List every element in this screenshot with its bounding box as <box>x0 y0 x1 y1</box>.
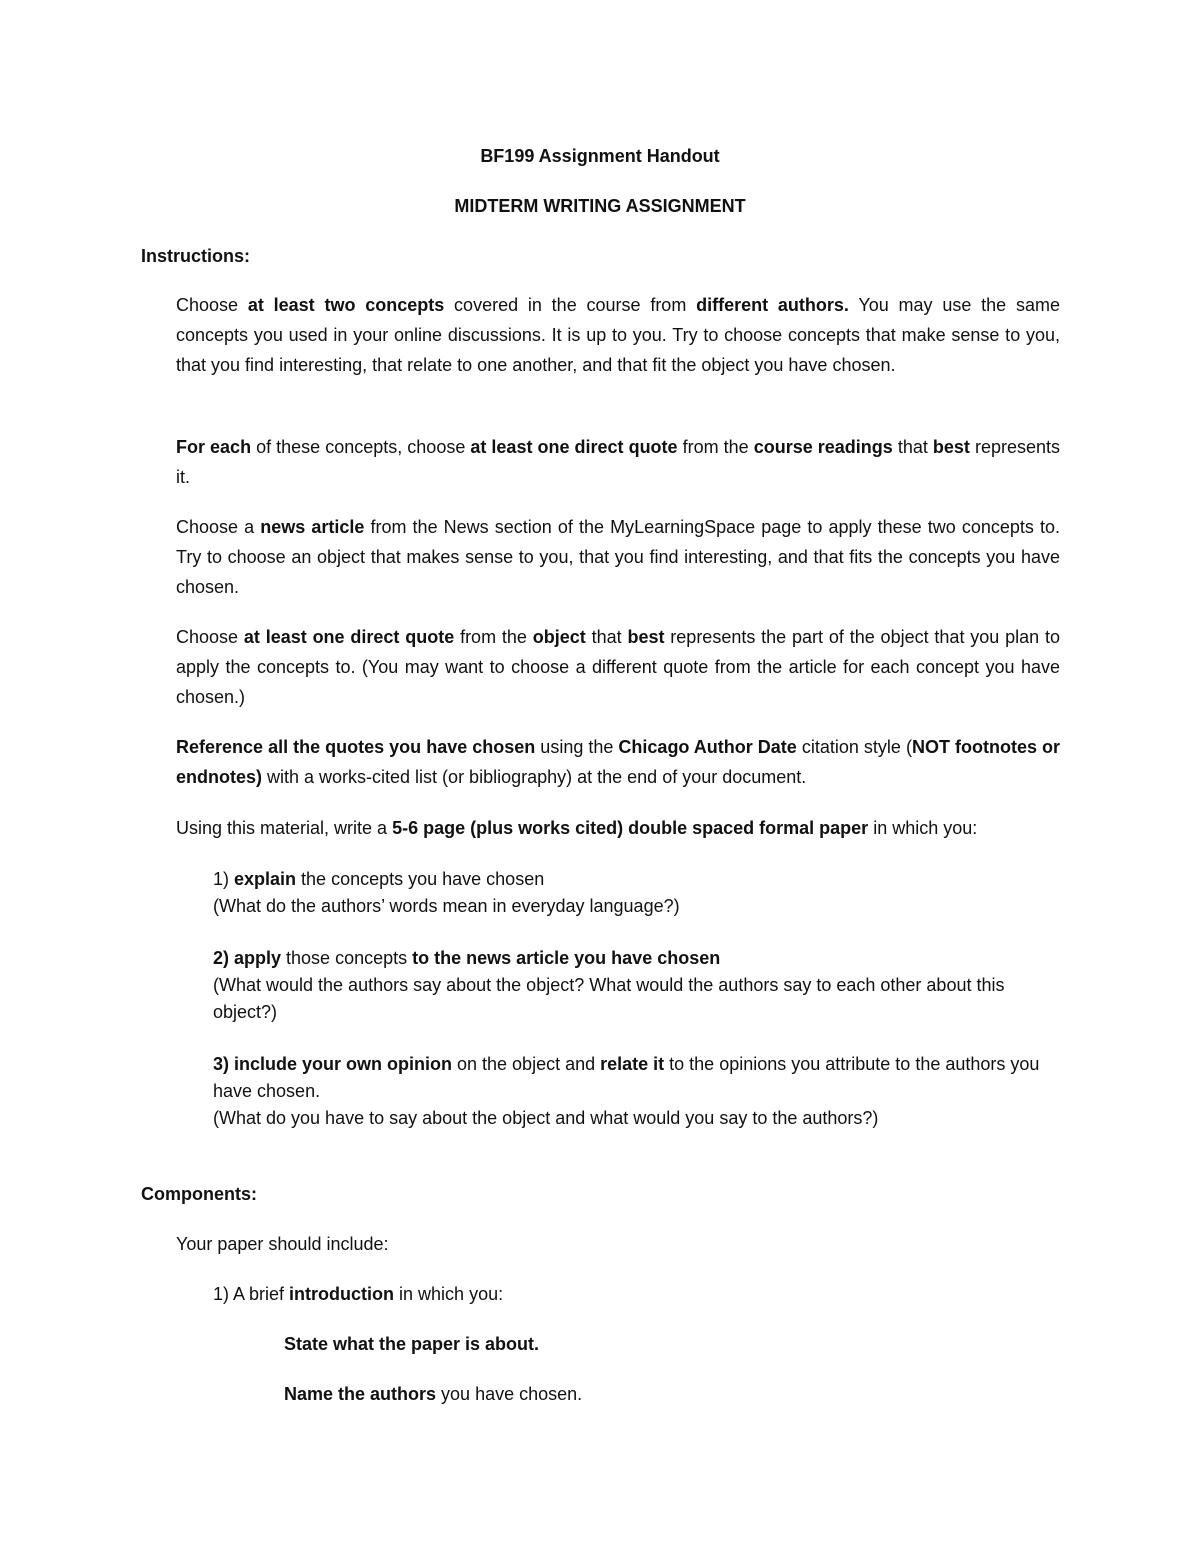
text-run: in which you: <box>394 1284 504 1304</box>
sub-item-name-authors <box>284 1379 1064 1409</box>
bold-text-run: NOT footnotes or endnotes) <box>176 737 1060 787</box>
text-run: using the <box>535 737 619 757</box>
text-run: (What do the authors’ words mean in everyday language?) <box>213 896 680 916</box>
components-heading: Components: <box>141 1184 257 1204</box>
bold-text-run: Chicago Author Date <box>618 737 797 757</box>
text-run: You may use the same concepts you used in your online discussions. It is up to you. Try to choose concepts that make sense to you, that you find interesting, that relate to one another, and that fit the object you have chosen. <box>176 295 1060 375</box>
text-run: Using this material, write a <box>176 818 393 838</box>
text-run: Choose <box>176 295 248 315</box>
text-run: to the opinions you attribute to the authors you have chosen. <box>213 1054 1040 1101</box>
components-intro: Your paper should include: <box>176 1234 389 1254</box>
paragraph-concepts <box>176 290 1060 380</box>
list-item-opinion <box>213 1051 1063 1132</box>
bold-text-run: to the news article you have chosen <box>412 948 721 968</box>
text-run: of these concepts, choose <box>251 437 471 457</box>
paragraph-write-paper <box>176 813 1076 843</box>
bold-text-run: Name the authors <box>284 1384 437 1404</box>
paragraph-news-article <box>176 512 1060 602</box>
text-run: represents the part of the object that you plan to apply the concepts to. (You may want to choose a different quote from the article for each concept you have chosen.) <box>176 627 1060 707</box>
bold-text-run: For each <box>176 437 252 457</box>
bold-text-run: at least two concepts <box>247 295 445 315</box>
assignment-title: MIDTERM WRITING ASSIGNMENT <box>454 196 746 216</box>
text-run: (What do you have to say about the object and what would you say to the authors?) <box>213 1108 879 1128</box>
bold-text-run: best <box>932 437 970 457</box>
text-run: Choose a <box>176 517 261 537</box>
text-run: that <box>585 627 628 647</box>
text-run: on the object and <box>452 1054 601 1074</box>
bold-text-run: different authors. <box>696 295 849 315</box>
paragraph-references <box>176 732 1060 792</box>
text-run: the concepts you have chosen <box>296 869 545 889</box>
text-run: 1) A brief <box>213 1284 290 1304</box>
bold-text-run: object <box>532 627 586 647</box>
sub-item-state-topic <box>284 1329 1064 1359</box>
bold-text-run: explain <box>234 869 297 889</box>
bold-text-run: introduction <box>289 1284 395 1304</box>
text-run: from the <box>454 627 533 647</box>
bold-text-run: course readings <box>753 437 893 457</box>
text-run: covered in the course from <box>444 295 697 315</box>
bold-text-run: 3) include your own opinion <box>213 1054 452 1074</box>
bold-text-run: at least one direct quote <box>470 437 678 457</box>
list-item-apply <box>213 945 1063 1026</box>
paragraph-quotes <box>176 432 1060 492</box>
text-run: that <box>892 437 933 457</box>
bold-text-run: at least one direct quote <box>243 627 455 647</box>
instructions-heading: Instructions: <box>141 246 251 266</box>
bold-text-run: 5-6 page (plus works cited) double spaced formal paper <box>392 818 869 838</box>
paragraph-object-quote <box>176 622 1060 712</box>
list-item-explain <box>213 866 1063 920</box>
text-run: 1) <box>213 869 235 889</box>
bold-text-run: relate it <box>600 1054 665 1074</box>
text-run: from the News section of the MyLearningSpace page to apply these two concepts to. Try to choose an object that makes sense to you, that you find interesting, and that fits the concepts you have chosen. <box>176 517 1060 597</box>
bold-text-run: State what the paper is about. <box>284 1334 540 1354</box>
text-run: (What would the authors say about the object? What would the authors say to each other about this object?) <box>213 975 1005 1022</box>
text-run: citation style ( <box>796 737 912 757</box>
text-run: from the <box>677 437 754 457</box>
text-run: in which you: <box>868 818 978 838</box>
bold-text-run: news article <box>260 517 365 537</box>
text-run: with a works-cited list (or bibliography) at the end of your document. <box>262 767 807 787</box>
bold-text-run: best <box>627 627 665 647</box>
text-run: you have chosen. <box>436 1384 583 1404</box>
bold-text-run: 2) apply <box>213 948 282 968</box>
bold-text-run: Reference all the quotes you have chosen <box>176 737 536 757</box>
text-run: represents it. <box>176 437 1061 487</box>
text-run: those concepts <box>281 948 413 968</box>
component-item-introduction <box>213 1279 503 1309</box>
document-title: BF199 Assignment Handout <box>480 146 720 166</box>
text-run: Choose <box>176 627 244 647</box>
